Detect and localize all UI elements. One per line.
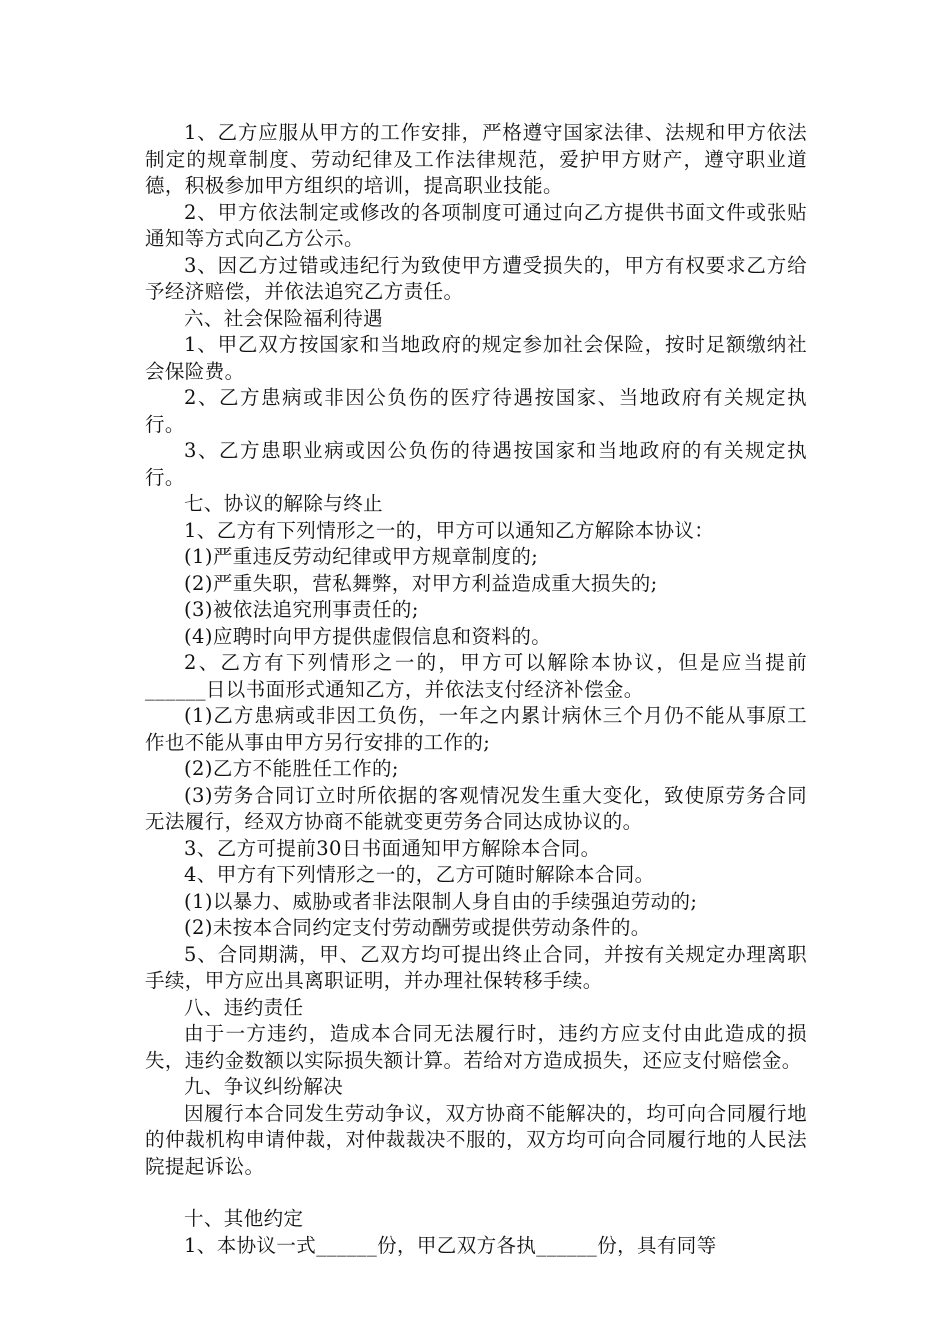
paragraph-7-item-2-sub-2: (2)乙方不能胜任工作的; xyxy=(184,757,399,780)
section-heading-10: 十、其他约定 xyxy=(184,1207,304,1230)
paragraph-7-item-1: 1、乙方有下列情形之一的，甲方可以通知乙方解除本协议： xyxy=(184,518,715,542)
paragraph-7-item-2: 2、乙方有下列情形之一的，甲方可以解除本协议，但是应当提前______日以书面形式通知乙方，并依法支付经济补偿金。 xyxy=(145,651,807,701)
paragraph-7-item-3: 3、乙方可提前30日书面通知甲方解除本合同。 xyxy=(184,836,601,860)
paragraph-7-item-4-sub-2: (2)未按本合同约定支付劳动酬劳或提供劳动条件的。 xyxy=(184,916,651,939)
paragraph-7-item-2-sub-1: (1)乙方患病或非因工负伤，一年之内累计病休三个月仍不能从事原工作也不能从事由甲方另行安排的工作的; xyxy=(145,704,807,754)
section-heading-6: 六、社会保险福利待遇 xyxy=(184,306,384,330)
paragraph-7-item-5: 5、合同期满，甲、乙双方均可提出终止合同，并按有关规定办理离职手续，甲方应出具离职证明，并办理社保转移手续。 xyxy=(145,942,807,992)
section-heading-8: 八、违约责任 xyxy=(184,995,304,1019)
paragraph-5-item-1: 1、乙方应服从甲方的工作安排，严格遵守国家法律、法规和甲方依法制定的规章制度、劳动纪律及工作法律规范，爱护甲方财产，遵守职业道德，积极参加甲方组织的培训，提高职业技能。 xyxy=(145,121,807,197)
paragraph-6-item-1: 1、甲乙双方按国家和当地政府的规定参加社会保险，按时足额缴纳社会保险费。 xyxy=(145,333,807,383)
document-page xyxy=(145,120,807,1259)
section-heading-9: 九、争议纠纷解决 xyxy=(184,1075,344,1098)
paragraph-10-item-1: 1、本协议一式______份，甲乙双方各执______份，具有同等 xyxy=(184,1233,717,1257)
paragraph-8-body: 由于一方违约，造成本合同无法履行时，违约方应支付由此造成的损失，违约金数额以实际损失额计算。若给对方造成损失，还应支付赔偿金。 xyxy=(145,1022,807,1072)
section-heading-7: 七、协议的解除与终止 xyxy=(184,492,384,515)
paragraph-7-item-1-sub-3: (3)被依法追究刑事责任的; xyxy=(184,598,419,621)
paragraph-7-item-1-sub-4: (4)应聘时向甲方提供虚假信息和资料的。 xyxy=(184,624,552,648)
paragraph-7-item-4-sub-1: (1)以暴力、威胁或者非法限制人身自由的手续强迫劳动的; xyxy=(184,889,698,913)
paragraph-7-item-4: 4、甲方有下列情形之一的，乙方可随时解除本合同。 xyxy=(184,863,655,886)
paragraph-7-item-2-sub-3: (3)劳务合同订立时所依据的客观情况发生重大变化，致使原劳务合同无法履行，经双方协商不能就变更劳务合同达成协议的。 xyxy=(145,783,807,833)
paragraph-5-item-2: 2、甲方依法制定或修改的各项制度可通过向乙方提供书面文件或张贴通知等方式向乙方公示。 xyxy=(145,200,807,250)
paragraph-6-item-2: 2、乙方患病或非因公负伤的医疗待遇按国家、当地政府有关规定执行。 xyxy=(145,386,807,436)
paragraph-9-body: 因履行本合同发生劳动争议，双方协商不能解决的，均可向合同履行地的仲裁机构申请仲裁，对仲裁裁决不服的，双方均可向合同履行地的人民法院提起诉讼。 xyxy=(145,1101,807,1178)
blank-line xyxy=(145,1180,807,1206)
paragraph-7-item-1-sub-2: (2)严重失职，营私舞弊，对甲方利益造成重大损失的; xyxy=(184,571,658,595)
paragraph-6-item-3: 3、乙方患职业病或因公负伤的待遇按国家和当地政府的有关规定执行。 xyxy=(145,439,807,489)
paragraph-7-item-1-sub-1: (1)严重违反劳动纪律或甲方规章制度的; xyxy=(184,545,539,568)
paragraph-5-item-3: 3、因乙方过错或违纪行为致使甲方遭受损失的，甲方有权要求乙方给予经济赔偿，并依法追究乙方责任。 xyxy=(145,253,807,303)
